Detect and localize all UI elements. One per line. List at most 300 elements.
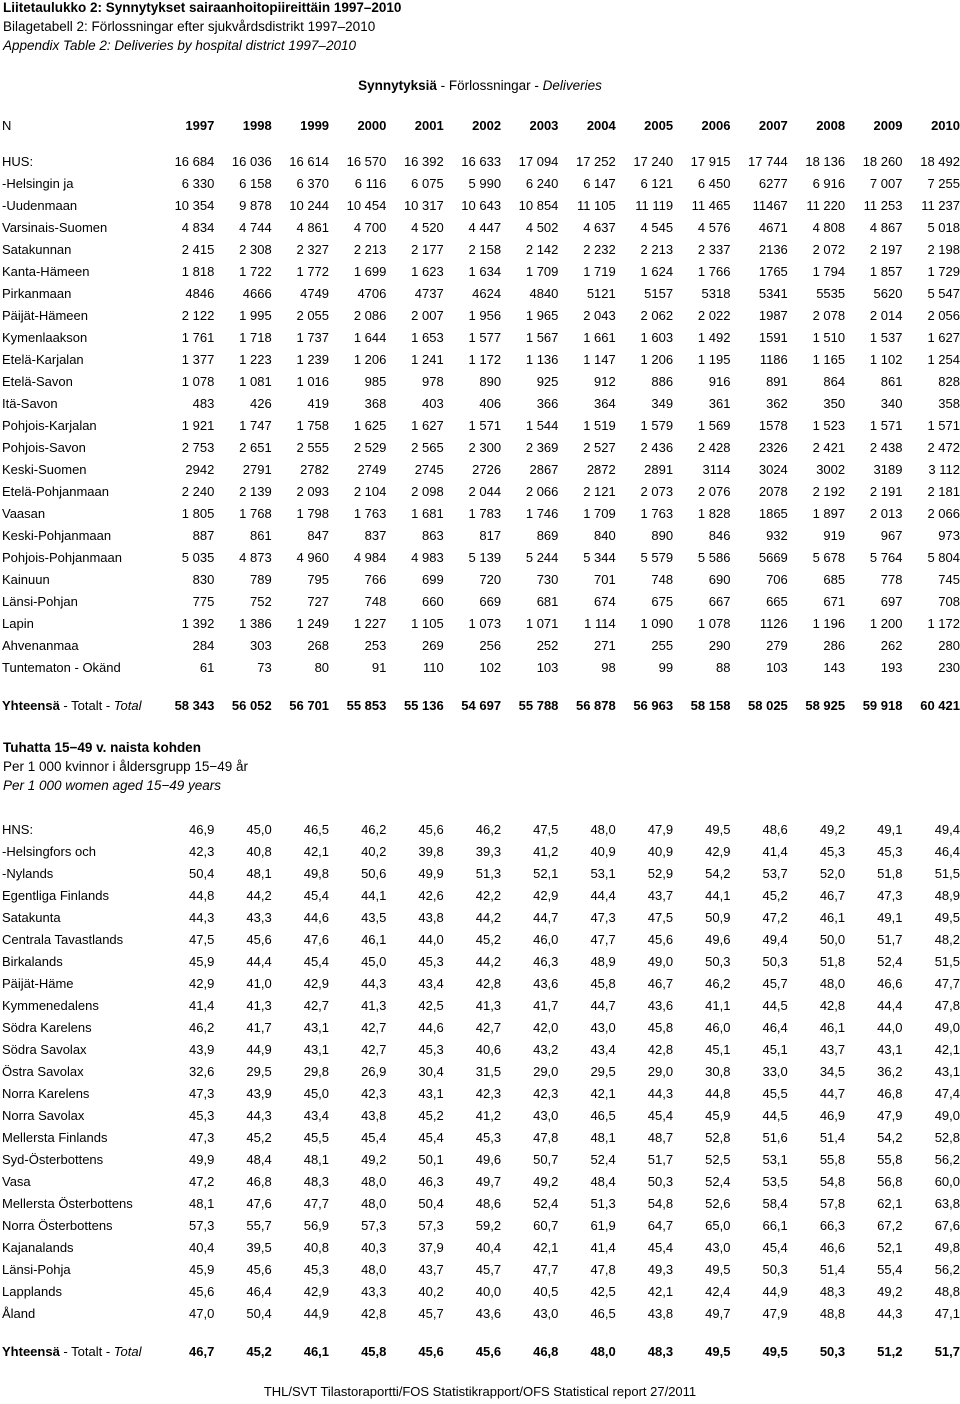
delivery-value: 837 — [364, 528, 387, 543]
delivery-value: 1 709 — [583, 506, 616, 521]
delivery-value: 17 252 — [575, 154, 616, 169]
rate-value: 46,5 — [590, 1306, 616, 1321]
delivery-value: 1 921 — [181, 418, 215, 433]
delivery-value: 4749 — [300, 286, 330, 301]
rate-value: 42,8 — [647, 1042, 674, 1057]
delivery-value: 255 — [651, 638, 674, 653]
delivery-value: 4 520 — [411, 220, 444, 235]
rate-value: 51,5 — [934, 954, 960, 969]
delivery-value: 2872 — [586, 462, 616, 477]
rate-value: 47,1 — [934, 1306, 960, 1321]
table-row — [0, 1061, 960, 1083]
rate-value: 40,9 — [590, 844, 616, 859]
rate-value: 43,7 — [819, 1042, 846, 1057]
delivery-value: 1 078 — [697, 616, 731, 631]
rate-value: 43,1 — [418, 1086, 444, 1101]
delivery-value: 847 — [307, 528, 330, 543]
rate-value: 56,9 — [303, 1218, 330, 1233]
rate-value: 66,1 — [762, 1218, 788, 1233]
delivery-value: 748 — [364, 594, 387, 609]
delivery-value: 775 — [192, 594, 215, 609]
rate-value: 42,1 — [533, 1240, 559, 1255]
delivery-value: 279 — [766, 638, 788, 653]
delivery-value: 2 158 — [468, 242, 502, 257]
delivery-value: 1 709 — [525, 264, 559, 279]
rate-value: 45,7 — [762, 976, 788, 991]
rate-value: 46,6 — [819, 1240, 846, 1255]
delivery-value: 891 — [766, 374, 788, 389]
delivery-value: 11467 — [752, 198, 788, 213]
rate-title-en: Per 1 000 women aged 15−49 years — [3, 778, 222, 793]
rate-value: 51,3 — [590, 1196, 616, 1211]
rate-value: 41,2 — [475, 1108, 502, 1123]
delivery-value: 3189 — [873, 462, 903, 477]
rate-value: 44,3 — [246, 1108, 272, 1123]
rate-value: 53,1 — [590, 866, 616, 881]
rate-value: 49,2 — [533, 1174, 559, 1189]
rate-value: 42,1 — [303, 844, 330, 859]
delivery-value: 674 — [594, 594, 616, 609]
delivery-value: 2 753 — [181, 440, 215, 455]
rate-value: 50,1 — [418, 1152, 444, 1167]
rate-value: 45,3 — [819, 844, 846, 859]
rate-value: 30,8 — [705, 1064, 731, 1079]
delivery-value: 1 523 — [812, 418, 846, 433]
rate-value: 66,3 — [819, 1218, 846, 1233]
delivery-value: 5 579 — [640, 550, 674, 565]
delivery-value: 18 492 — [920, 154, 960, 169]
year-header: 2009 — [873, 118, 903, 133]
rate-value: 47,7 — [533, 1262, 559, 1277]
delivery-value: 17 240 — [633, 154, 674, 169]
delivery-value: 1 758 — [296, 418, 330, 433]
rate-value: 49,5 — [705, 1262, 731, 1277]
delivery-value: 1 223 — [239, 352, 272, 367]
rate-value: 45,4 — [303, 954, 330, 969]
district-label: Pohjois-Karjalan — [2, 418, 97, 433]
table-row — [0, 1105, 960, 1127]
district-label: Kanta-Hämeen — [2, 264, 90, 279]
rate-value: 45,4 — [762, 1240, 788, 1255]
delivery-value: 2 007 — [411, 308, 444, 323]
delivery-value: 2 428 — [697, 440, 731, 455]
delivery-value: 1126 — [759, 616, 788, 631]
rate-value: 50,3 — [647, 1174, 674, 1189]
delivery-value: 18 136 — [805, 154, 846, 169]
delivery-value: 1 136 — [525, 352, 559, 367]
rate-title-fi: Tuhatta 15−49 v. naista kohden — [3, 740, 201, 755]
delivery-value: 5341 — [758, 286, 788, 301]
rate-value: 47,7 — [590, 932, 616, 947]
delivery-value: 2891 — [644, 462, 674, 477]
rate-value: 46,9 — [819, 1108, 846, 1123]
rate-value: 48,1 — [246, 866, 272, 881]
rate-value: 49,4 — [762, 932, 788, 947]
delivery-value: 4 576 — [697, 220, 731, 235]
delivery-value: 269 — [422, 638, 444, 653]
delivery-value: 6 116 — [354, 176, 387, 191]
delivery-value: 2 191 — [869, 484, 903, 499]
rate-value: 46,9 — [189, 822, 215, 837]
rate-value: 50,4 — [418, 1196, 444, 1211]
district-label: Norra Savolax — [2, 1108, 85, 1123]
delivery-value: 290 — [708, 638, 731, 653]
total-value: 58 343 — [174, 698, 215, 713]
district-label: Ahvenanmaa — [2, 638, 79, 653]
delivery-value: 18 260 — [862, 154, 903, 169]
table-row — [0, 569, 960, 591]
delivery-value: 4 983 — [411, 550, 444, 565]
rate-value: 43,5 — [361, 910, 387, 925]
delivery-value: 1 627 — [411, 418, 444, 433]
delivery-value: 4706 — [357, 286, 387, 301]
rate-value: 42,9 — [705, 844, 731, 859]
delivery-value: 1 579 — [640, 418, 674, 433]
delivery-value: 11 465 — [691, 198, 731, 213]
rate-value: 47,6 — [246, 1196, 272, 1211]
district-label: Kymenlaakson — [2, 330, 88, 345]
delivery-value: 1 624 — [640, 264, 674, 279]
district-label: Satakunnan — [2, 242, 72, 257]
rate-value: 57,3 — [189, 1218, 215, 1233]
delivery-value: 4 873 — [239, 550, 272, 565]
rate-value: 49,6 — [705, 932, 731, 947]
delivery-value: 110 — [422, 660, 444, 675]
rate-value: 51,6 — [762, 1130, 788, 1145]
rate-value: 43,0 — [590, 1020, 616, 1035]
total-value: 46,8 — [533, 1344, 559, 1359]
delivery-value: 362 — [766, 396, 788, 411]
table-row — [0, 1127, 960, 1149]
delivery-value: 419 — [307, 396, 330, 411]
rate-value: 40,4 — [475, 1240, 502, 1255]
table-row — [0, 1215, 960, 1237]
rate-value: 47,3 — [189, 1086, 215, 1101]
delivery-value: 2 555 — [296, 440, 330, 455]
delivery-value: 1 681 — [411, 506, 444, 521]
delivery-value: 193 — [880, 660, 903, 675]
total-value: 58 025 — [748, 698, 788, 713]
delivery-value: 916 — [708, 374, 731, 389]
rate-value: 52,1 — [533, 866, 559, 881]
delivery-value: 11 253 — [863, 198, 903, 213]
rate-value: 43,7 — [647, 888, 674, 903]
delivery-value: 886 — [651, 374, 674, 389]
year-header: 2001 — [414, 118, 444, 133]
delivery-value: 2 327 — [296, 242, 330, 257]
delivery-value: 681 — [536, 594, 559, 609]
rate-value: 44,6 — [418, 1020, 444, 1035]
delivery-value: 16 392 — [403, 154, 444, 169]
district-label: Päijät-Häme — [2, 976, 74, 991]
rate-value: 43,0 — [705, 1240, 731, 1255]
rate-value: 53,7 — [762, 866, 788, 881]
rate-value: 41,0 — [246, 976, 272, 991]
delivery-value: 4 867 — [869, 220, 903, 235]
total-value: 48,3 — [647, 1344, 674, 1359]
rate-value: 56,2 — [934, 1262, 960, 1277]
rate-value: 44,2 — [475, 910, 502, 925]
rate-value: 48,6 — [475, 1196, 502, 1211]
delivery-value: 1 603 — [640, 330, 674, 345]
rate-value: 50,3 — [762, 1262, 788, 1277]
rate-value: 52,4 — [533, 1196, 559, 1211]
rate-value: 55,7 — [246, 1218, 272, 1233]
table-row — [0, 1017, 960, 1039]
delivery-value: 4671 — [758, 220, 788, 235]
delivery-value: 98 — [601, 660, 616, 675]
delivery-value: 2 122 — [181, 308, 215, 323]
rate-value: 46,0 — [705, 1020, 731, 1035]
rate-value: 49,7 — [475, 1174, 502, 1189]
rate-value: 45,6 — [246, 1262, 272, 1277]
footer: THL/SVT Tilastoraportti/FOS Statistikrapport/OFS Statistical report 27/2011 — [263, 1384, 697, 1399]
delivery-value: 364 — [594, 396, 616, 411]
rate-value: 48,4 — [590, 1174, 616, 1189]
rate-value: 43,1 — [303, 1042, 330, 1057]
rate-value: 50,6 — [361, 866, 387, 881]
rate-value: 64,7 — [647, 1218, 674, 1233]
rate-value: 31,5 — [475, 1064, 502, 1079]
delivery-value: 11 237 — [921, 198, 960, 213]
rate-value: 43,6 — [533, 976, 559, 991]
delivery-value: 2078 — [758, 484, 788, 499]
rate-value: 47,4 — [934, 1086, 960, 1101]
delivery-value: 3114 — [702, 462, 731, 477]
delivery-value: 2 527 — [583, 440, 616, 455]
delivery-value: 1 766 — [697, 264, 731, 279]
table-row — [0, 1237, 960, 1259]
delivery-value: 4 637 — [583, 220, 616, 235]
rate-value: 46,3 — [533, 954, 559, 969]
rate-value: 45,3 — [418, 954, 444, 969]
total-value: 49,5 — [762, 1344, 788, 1359]
delivery-value: 1 644 — [353, 330, 387, 345]
delivery-value: 6 121 — [640, 176, 674, 191]
delivery-value: 11 220 — [806, 198, 846, 213]
total-label — [0, 1341, 166, 1363]
rate-value: 45,3 — [303, 1262, 330, 1277]
rate-value: 61,9 — [590, 1218, 616, 1233]
rate-value: 41,2 — [533, 844, 559, 859]
rate-value: 63,8 — [934, 1196, 960, 1211]
district-label: Pirkanmaan — [2, 286, 72, 301]
delivery-value: 262 — [880, 638, 903, 653]
total-value: 46,7 — [189, 1344, 215, 1359]
rate-value: 40,8 — [303, 1240, 330, 1255]
rate-value: 49,7 — [705, 1306, 731, 1321]
delivery-value: 103 — [536, 660, 559, 675]
table-row — [0, 885, 960, 907]
delivery-value: 5669 — [758, 550, 788, 565]
district-label: Mellersta Finlands — [2, 1130, 108, 1145]
title-en: Appendix Table 2: Deliveries by hospital district 1997–2010 — [3, 38, 356, 53]
rate-value: 44,2 — [246, 888, 272, 903]
rate-value: 39,8 — [418, 844, 444, 859]
delivery-value: 720 — [479, 572, 502, 587]
rate-value: 47,0 — [189, 1306, 215, 1321]
delivery-value: 1 661 — [583, 330, 616, 345]
rate-value: 59,2 — [475, 1218, 502, 1233]
district-label: Kymmenedalens — [2, 998, 99, 1013]
rate-value: 58,4 — [762, 1196, 788, 1211]
rate-value: 49,9 — [189, 1152, 215, 1167]
total-value: 56 963 — [633, 698, 674, 713]
delivery-value: 1 102 — [869, 352, 903, 367]
rate-value: 44,3 — [647, 1086, 674, 1101]
table-row — [0, 1039, 960, 1061]
delivery-value: 103 — [766, 660, 788, 675]
rate-value: 40,0 — [475, 1284, 502, 1299]
delivery-value: 1 172 — [927, 616, 960, 631]
delivery-value: 675 — [651, 594, 674, 609]
delivery-value: 817 — [479, 528, 502, 543]
rate-value: 43,4 — [418, 976, 444, 991]
total-value: 60 421 — [920, 698, 960, 713]
rate-value: 44,4 — [877, 998, 903, 1013]
rate-value: 44,7 — [533, 910, 559, 925]
delivery-value: 795 — [307, 572, 330, 587]
rate-value: 52,5 — [705, 1152, 731, 1167]
table-row — [0, 349, 960, 371]
delivery-value: 1 783 — [468, 506, 502, 521]
rate-value: 42,9 — [189, 976, 215, 991]
rate-value: 53,5 — [762, 1174, 788, 1189]
delivery-value: 1 625 — [353, 418, 387, 433]
total-value: 55 136 — [403, 698, 444, 713]
rate-value: 45,6 — [647, 932, 674, 947]
delivery-value: 2326 — [758, 440, 788, 455]
district-label: Itä-Savon — [2, 396, 58, 411]
rate-value: 49,2 — [819, 822, 846, 837]
delivery-value: 2 121 — [583, 484, 616, 499]
delivery-value: 2 197 — [869, 242, 903, 257]
table-row — [0, 217, 960, 239]
delivery-value: 748 — [651, 572, 674, 587]
rate-value: 43,8 — [418, 910, 444, 925]
delivery-value: 846 — [708, 528, 731, 543]
district-label: -Helsingin ja — [2, 176, 74, 191]
district-label: Varsinais-Suomen — [2, 220, 108, 235]
delivery-value: 2 369 — [525, 440, 559, 455]
rate-value: 29,0 — [647, 1064, 674, 1079]
rate-value: 47,7 — [303, 1196, 330, 1211]
delivery-value: 2 044 — [468, 484, 502, 499]
delivery-value: 303 — [249, 638, 272, 653]
total-value: 55 788 — [518, 698, 559, 713]
rate-value: 42,8 — [475, 976, 502, 991]
rate-value: 47,5 — [647, 910, 674, 925]
delivery-value: 4 744 — [239, 220, 272, 235]
district-label: Keski-Suomen — [2, 462, 87, 477]
year-header: 2007 — [758, 118, 788, 133]
delivery-value: 4 447 — [468, 220, 502, 235]
rate-value: 57,3 — [418, 1218, 444, 1233]
rate-value: 45,4 — [303, 888, 330, 903]
rate-value: 48,0 — [361, 1196, 387, 1211]
delivery-value: 730 — [536, 572, 559, 587]
total-label-en: Total — [113, 698, 142, 713]
delivery-value: 2 436 — [640, 440, 674, 455]
delivery-value: 2136 — [758, 242, 788, 257]
rate-value: 51,8 — [819, 954, 846, 969]
delivery-value: 2 073 — [640, 484, 674, 499]
year-header: 2006 — [701, 118, 731, 133]
year-header: 2005 — [644, 118, 674, 133]
rate-value: 52,9 — [647, 866, 674, 881]
rate-value: 44,8 — [705, 1086, 731, 1101]
year-header: 2002 — [472, 118, 502, 133]
rate-value: 43,0 — [533, 1108, 559, 1123]
delivery-value: 1987 — [758, 308, 788, 323]
delivery-value: 1 634 — [468, 264, 502, 279]
district-label: Syd-Österbottens — [2, 1152, 104, 1167]
rate-value: 42,6 — [418, 888, 444, 903]
rate-value: 45,7 — [418, 1306, 444, 1321]
delivery-value: 2 072 — [812, 242, 846, 257]
rate-value: 40,4 — [189, 1240, 215, 1255]
rate-value: 48,4 — [246, 1152, 272, 1167]
delivery-value: 1 818 — [181, 264, 215, 279]
delivery-value: 5535 — [816, 286, 846, 301]
district-label: -Nylands — [2, 866, 54, 881]
table-row — [0, 437, 960, 459]
delivery-value: 368 — [364, 396, 387, 411]
delivery-value: 6 240 — [525, 176, 559, 191]
table-row — [0, 657, 960, 679]
delivery-value: 2749 — [357, 462, 387, 477]
rate-value: 48,0 — [361, 1174, 387, 1189]
delivery-value: 7 255 — [927, 176, 960, 191]
delivery-value: 1 737 — [296, 330, 330, 345]
table-row — [0, 1171, 960, 1193]
district-label: Etelä-Savon — [2, 374, 73, 389]
delivery-value: 1 798 — [296, 506, 330, 521]
rate-value: 50,3 — [762, 954, 788, 969]
rate-value: 45,1 — [705, 1042, 731, 1057]
rate-value: 44,6 — [303, 910, 330, 925]
delivery-value: 88 — [715, 660, 731, 675]
table-row — [0, 635, 960, 657]
delivery-value: 2 177 — [411, 242, 444, 257]
rate-value: 52,4 — [877, 954, 903, 969]
delivery-value: 1 746 — [525, 506, 559, 521]
year-header: 2004 — [586, 118, 616, 133]
rate-value: 43,8 — [361, 1108, 387, 1123]
delivery-value: 4846 — [185, 286, 215, 301]
delivery-value: 6 075 — [411, 176, 444, 191]
delivery-value: 256 — [479, 638, 502, 653]
delivery-value: 16 684 — [174, 154, 215, 169]
rate-value: 46,8 — [877, 1086, 903, 1101]
rate-value: 50,7 — [533, 1152, 559, 1167]
rate-value: 46,3 — [418, 1174, 444, 1189]
rate-value: 44,3 — [877, 1306, 903, 1321]
delivery-value: 4 545 — [640, 220, 674, 235]
rate-value: 44,7 — [590, 998, 616, 1013]
delivery-value: 690 — [708, 572, 731, 587]
delivery-value: 1 805 — [181, 506, 215, 521]
delivery-value: 1 249 — [296, 616, 330, 631]
rate-value: 42,1 — [934, 1042, 960, 1057]
district-label: Pohjois-Pohjanmaan — [2, 550, 122, 565]
district-label: Tuntematon - Okänd — [2, 660, 121, 675]
delivery-value: 17 744 — [748, 154, 788, 169]
delivery-value: 5 035 — [181, 550, 215, 565]
rate-value: 47,9 — [647, 822, 674, 837]
delivery-value: 5 139 — [468, 550, 502, 565]
rate-value: 46,2 — [475, 822, 502, 837]
